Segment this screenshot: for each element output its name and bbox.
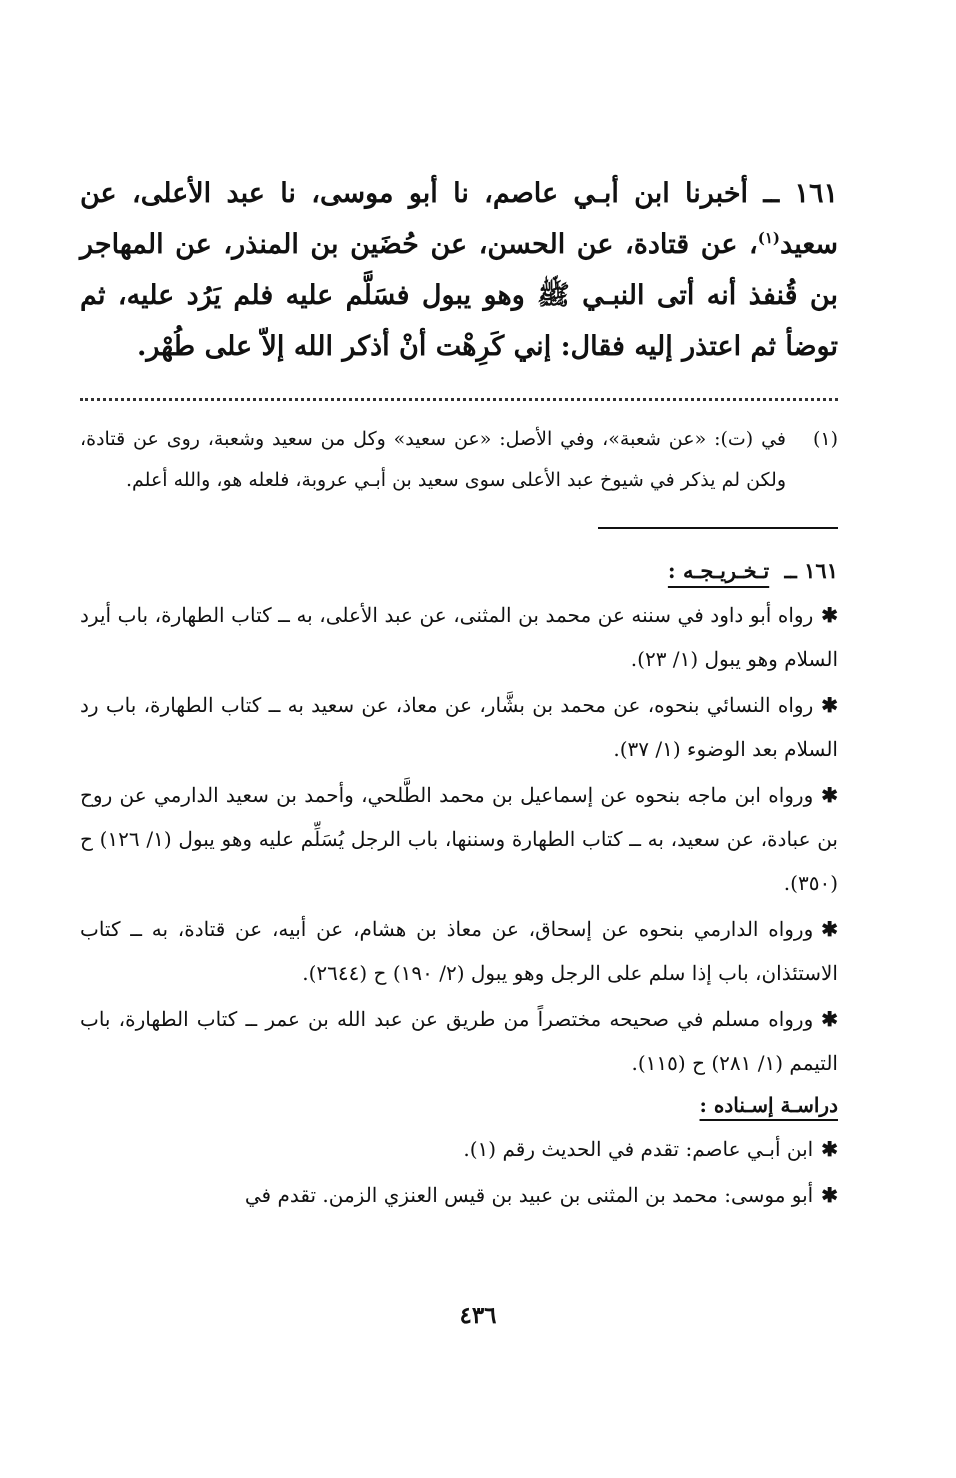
dirasa-title: دراسـة إسـناده : [699, 1093, 838, 1117]
star-icon: ✱ [821, 783, 838, 807]
takhrij-number: ١٦١ ــ [784, 558, 838, 583]
hadith-text-end: ، عن قتادة، عن الحسن، عن حُضَين بن المنذر، عن المهاجر بن قُنفذ أنه أتى النبـي ﷺ وهو يبول فسَلَّم عليه فلم يَرُد عليه، ثم توضأ ثم اعتذر إليه فقال: إني كَرِهْت أنْ أذكر الله إلاّ على طُهْر. [80, 229, 838, 362]
star-icon: ✱ [821, 1137, 838, 1161]
takhrij-entry-text: رواه النسائي بنحوه، عن محمد بن بشَّار، عن معاذ، عن سعيد به ــ كتاب الطهارة، باب رد السلام بعد الوضوء (١/ ٣٧). [80, 693, 838, 761]
star-icon: ✱ [821, 693, 838, 717]
takhrij-entry-text: رواه أبو داود في سننه عن محمد بن المثنى، عن عبد الأعلى، به ــ كتاب الطهارة، باب أيرد السلام وهو يبول (١/ ٢٣). [80, 603, 838, 671]
page-number: ٤٣٦ [459, 1302, 497, 1329]
takhrij-entry-text: ورواه ابن ماجه بنحوه عن إسماعيل بن محمد الطَّلحي، وأحمد بن سعيد الدارمي عن روح بن عبادة، عن سعيد، به ــ كتاب الطهارة وسننها، باب الرجل يُسَلِّم عليه وهو يبول (١/ ١٢٦) ح (٣٥٠). [80, 783, 838, 895]
dirasa-entry-text: ابن أبـي عاصم: تقدم في الحديث رقم (١). [463, 1137, 814, 1161]
star-icon: ✱ [821, 1183, 838, 1207]
takhrij-entry [80, 593, 838, 681]
footnote [80, 419, 838, 501]
dotted-separator [80, 380, 838, 401]
dirasa-entry [80, 1127, 838, 1171]
takhrij-heading [80, 551, 838, 591]
star-icon: ✱ [821, 603, 838, 627]
footnote-marker: (١) [757, 229, 781, 247]
star-icon: ✱ [821, 917, 839, 941]
hadith-text [80, 168, 838, 372]
takhrij-entry [80, 997, 838, 1085]
hadith-text-start: ١٦١ ــ أخبرنا ابن أبـي عاصم، نا أبو موسى، نا عبد الأعلى، عن سعيد [80, 178, 838, 260]
takhrij-entry-text: ورواه مسلم في صحيحه مختصراً من طريق عن عبد الله بن عمر ــ كتاب الطهارة، باب التيمم (١/ ٢٨١) ح (١١٥). [80, 1007, 838, 1075]
takhrij-entry [80, 773, 838, 905]
dirasa-entry [80, 1173, 838, 1217]
footnote-number: (١) [812, 428, 838, 450]
star-icon: ✱ [821, 1007, 838, 1031]
takhrij-entry [80, 907, 838, 995]
takhrij-entry-text: ورواه الدارمي بنحوه عن إسحاق، عن معاذ بن هشام، عن أبيه، عن قتادة، به ــ كتاب الاستئذان، باب إذا سلم على الرجل وهو يبول (٢/ ١٩٠) ح (٢٦٤٤). [80, 917, 838, 985]
page-body [80, 168, 838, 1217]
takhrij-title: تـخـريـجـه : [667, 558, 770, 583]
footnote-text: في (ت): «عن شعبة»، وفي الأصل: «عن سعيد» وكل من سعيد وشعبة، روى عن قتادة، ولكن لم يذكر في شيوخ عبد الأعلى سوى سعيد بن أبـي عروبة، فلعله هو، والله أعلم. [80, 428, 786, 491]
takhrij-entry [80, 683, 838, 771]
section-divider [598, 527, 838, 529]
dirasa-heading [80, 1085, 838, 1125]
dirasa-entry-text: أبو موسى: محمد بن المثنى بن عبيد بن قيس العنزي الزمن. تقدم في [244, 1183, 814, 1207]
